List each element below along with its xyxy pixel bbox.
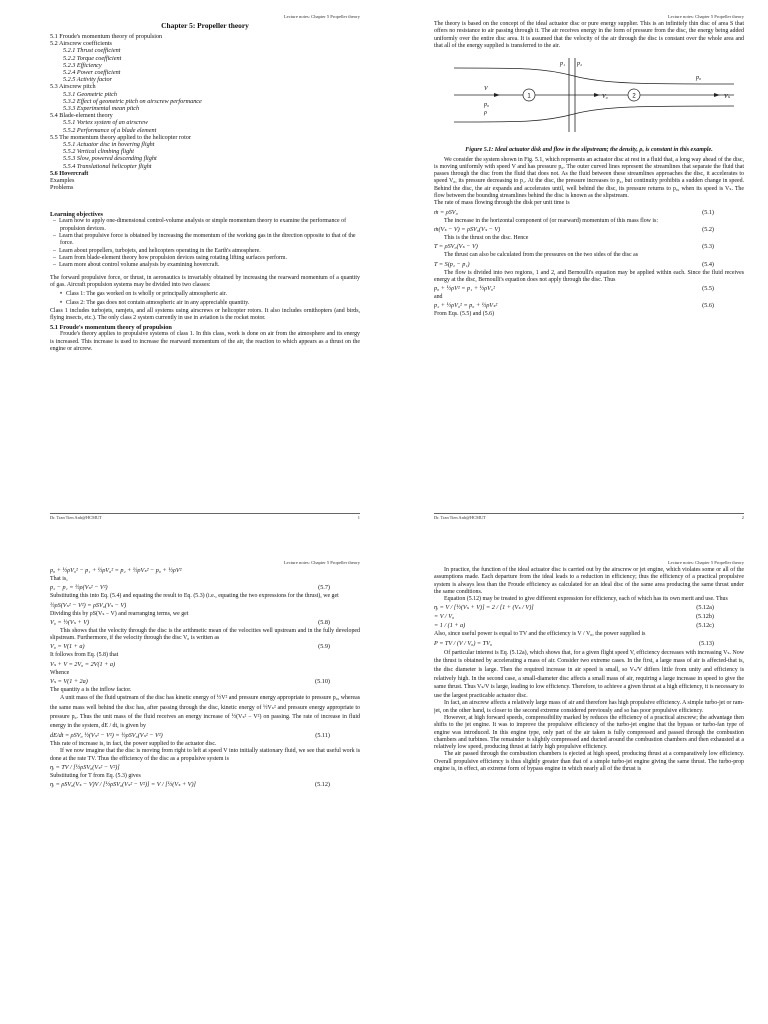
page-number: 2 [741, 515, 744, 520]
paragraph-arithmetic-mean: This shows that the velocity through the disc is the arithmetic mean of the velocities well upstream and in the fully developed slipstream. Furthermore, if the velocity through the disc V₀ is written as [50, 627, 360, 642]
label-v: V [484, 86, 488, 93]
label-v0: V₀ [602, 94, 608, 101]
toc-item: 5.5.1 Actuator disc in hovering flight [63, 141, 155, 149]
figure-caption: Figure 5.1: Ideal actuator disk and flow in the slipstream; the density, ρ, is constant in this example. [465, 147, 713, 154]
paragraph-actuator-disc: The theory is based on the concept of the ideal actuator disc or pure energy supplier. This is an infinitely thin disc of area S that offers no resistance to air passing through it. The air receives energy in the form of pressure from the disc, the energy being added uniformly over the entire disc area. It is assumed that the velocity of the air through the disc is constant over the whole area and that all of the energy supplied is transferred to the air. [434, 21, 744, 49]
toc-item: 5.3.1 Geometric pitch [63, 90, 117, 98]
objective-item: – Learn from blade-element theory how propulsion devices using rotating lifting surfaces perform. [60, 255, 360, 262]
page-4 [434, 560, 744, 1024]
paragraph-useful-power: Also, since useful power is equal to TV and the efficiency is V / V₀, the power supplied is [434, 631, 646, 638]
table-of-contents [50, 33, 360, 191]
toc-item: 5.2.4 Power coefficient [63, 69, 121, 77]
objective-item: – Learn that propulsive force is obtained by increasing the momentum of the working gas in the direction opposite to that of the force. [60, 233, 360, 248]
class-item: ♦ Class 1: The gas worked on is wholly or principally atmospheric air. [68, 289, 360, 298]
paragraph-practice: In practice, the function of the ideal actuator disc is carried out by the airscrew or jet engine, which violates some or all of the assumptions made. Each departure from the ideal leads to a reduction in efficiency; thus the efficiency of a practical propulsive system is always less than the Froude efficiency as calculated for an ideal disc of the same area producing the same thrust under the same conditions. [434, 567, 744, 595]
label-region-1: 1 [527, 93, 531, 100]
equation-5-10: Vₛ = V(1 + 2a) (5.10) [50, 678, 330, 686]
equation-thrust-equal: ½ρS(Vₛ² − V²) = ρSV₀(Vₛ − V) [50, 601, 127, 609]
toc-item: 5.2.2 Torque coefficient [63, 54, 122, 62]
paragraph-high-speed: However, at high forward speeds, compressibility marked by reduces the efficiency of a practical airscrew; the advantage then shifts to the jet engine. It was to improve the propulsive efficiency of the turbo-jet engine that the bypass or turbo-fan type of engine was introduced. In this engine type, only part of the air taken is fully compressed and passed through the combustion chambers and turbines. The remainder is slightly compressed and ducted around the combustion chambers and then exhausted at a relatively low speed, producing thrust at fairly high propulsive efficiency. [434, 714, 744, 751]
objective-item: – Learn about propellers, turbojets, and helicopters operating in the Earth's atmosphere. [60, 248, 360, 255]
page-header: Lecture notes: Chapter 5 Propeller theory [283, 560, 360, 565]
section-paragraph: Froude's theory applies to propulsive systems of class 1. In this class, work is done on air from the atmosphere and its energy is increased. This increase is used to increase the rearward momentum of the air, the reaction to which appears as a thrust on the engine or aircrew. [50, 331, 360, 352]
text-substituting-t: Substituting for T from Eq. (5.3) gives [50, 773, 141, 780]
label-rho: ρ [484, 110, 487, 117]
text-that-is: That is, [50, 576, 68, 582]
equation-5-6: p₂ + ½ρV₀² = p₀ + ½ρVₛ² (5.6) [434, 302, 714, 310]
label-p0-right: p₀ [696, 75, 702, 82]
section-heading: 5.1 Froude's momentum theory of propulsion [50, 324, 172, 332]
footer-author: Dr. Tran Tien Anh@HCMUT [50, 515, 102, 520]
paragraph-combustion: The air passed through the combustion chambers is ejected at high speed, producing thrust at a comparatively low efficiency. Overall propulsive efficiency is thus slightly greater than that of a simple turbo-jet engine giving the same thrust. The turbo-prop engine is, in effect, an extreme form of bypass engine in which nearly all of the thrust is [434, 751, 744, 773]
equation-5-7: p₂ − p₁ = ½ρ(Vₛ² − V²) (5.7) [50, 584, 330, 592]
toc-item: 5.1 Froude's momentum theory of propulsion [50, 33, 163, 40]
page-header: Lecture notes: Chapter 5 Propeller theory [667, 14, 744, 19]
toc-item: 5.5.2 Vertical climbing flight [63, 148, 134, 156]
toc-item: 5.5.4 Translational helicopter flight [63, 162, 152, 170]
equation-5-12b: = V / V₀ (5.12b) [434, 613, 714, 621]
equation-efficiency: ηᵢ = TV / [½ρSV₀(Vₛ² − V²)] [50, 764, 120, 772]
paragraph-airscrew: In fact, an airscrew affects a relatively large mass of air and therefore has high propulsive efficiency. A simple turbo-jet or ram-jet, on the other hand, is closer to the second extreme considered previously and so has poor propulsive efficiency. [434, 700, 744, 714]
paragraph-particular-interest: Of particular interest is Eq. (5.12a), which shows that, for a given flight speed V, efficiency decreases with increasing Vₛ. Now the thrust is obtained by accelerating a mass of air. Consider two extreme cases. In the first, a large mass of air is affected-that is, the disc diameter is large. Then the required increase in air speed is small, so Vₛ/V differs little from unity and efficiency is relatively high. In the second case, a small-diameter disc affects a small mass of air, requiring a large increase in speed to give the same thrust. Thus Vₛ/V is large, leading to low efficiency. Therefore, to achieve a given thrust at a high efficiency, it is necessary to use the largest practicable actuator disc. [434, 649, 744, 699]
toc-item: 5.2.1 Thrust coefficient [63, 47, 121, 55]
toc-item: 5.4 Blade-element theory [50, 112, 113, 120]
paragraph-pressures: The thrust can also be calculated from the pressures on the two sides of the disc as [444, 252, 639, 259]
equation-5-9: V₀ = V(1 + a) (5.9) [50, 643, 330, 651]
toc-item: 5.5.2 Performance of a blade element [63, 126, 157, 134]
toc-item: 5.2.5 Activity factor [63, 76, 113, 84]
paragraph-bernoulli: The flow is divided into two regions, 1 and 2, and Bernoulli's equation may be applied within each. Since the fluid receives energy at the disc, Bernoulli's equation does not apply through the disc. Thus [434, 269, 744, 283]
paragraph-system: We consider the system shown in Fig. 5.1, which represents an actuator disc at rest in a fluid that, a long way ahead of the disc, is moving uniformly with speed V and has pressure p₀. The outer curved lines represent the streamlines that separate the fluid that passes through the disc from the fluid that does not. As the fluid between these streamlines approaches the disc, it accelerates to speed V₀, its pressure decreasing to p₁. At the disc, the pressure increases to p₂, but continuity prohibits a sudden change in speed. Behind the disc, the air expands and accelerates until, well behind the disc, its pressure returns to p₀, when its speed is Vₛ. The flow between the bounding streamlines behind the disc is known as the slipstream. [434, 156, 744, 200]
equation-5-5: p₀ + ½ρV² = p₁ + ½ρV₀² (5.5) [434, 285, 714, 293]
page-header: Lecture notes: Chapter 5 Propeller theory [283, 14, 360, 19]
class-item: ♦ Class 2: The gas does not contain atmospheric air in any appreciable quantity. [68, 298, 360, 307]
paragraph-thrust: This is the thrust on the disc. Hence [444, 234, 529, 241]
toc-item: 5.2 Airscrew coefficients [50, 40, 112, 48]
footer-author: Dr. Tran Tien Anh@HCMUT [434, 515, 486, 520]
paragraph-mass-flow: The rate of mass flowing through the disk per unit time is [434, 200, 570, 207]
toc-item: 5.3.2 Effect of geometric pitch on airscrew performance [63, 97, 202, 105]
page-2 [434, 14, 744, 524]
toc-item: 5.3 Airscrew pitch [50, 83, 96, 91]
paragraph-substituting: Substituting this into Eq. (5.4) and equating the result to Eq. (5.3) (i.e., equating the two expressions for the thrust), we get [50, 593, 339, 600]
paragraph-dividing: Dividing this by ρS(Vₛ − V) and rearranging terms, we get [50, 610, 189, 617]
paragraph-equation-treated: Equation (5.12) may be treated to give different expression for efficiency, each of which has its own merit and use. Thus [444, 596, 728, 603]
equation-5-12: ηᵢ = ρSV₀(Vₛ − V)V / [½ρSV₀(Vₛ² − V²)] = V / [½(Vₛ + V)] (5.12) [50, 781, 330, 789]
label-vs: Vₛ [724, 94, 730, 101]
toc-item: 5.3.3 Experimental mean pitch [63, 105, 140, 113]
page-1 [50, 14, 360, 524]
paragraph-from-eqs: From Eqs. (5.5) and (5.6) [434, 311, 495, 318]
label-region-2: 2 [632, 93, 636, 100]
text-it-follows: It follows from Eq. (5.8) that [50, 652, 119, 659]
paragraph-unit-mass: A unit mass of the fluid upstream of the disc has kinetic energy of ½V² and pressure energy appropriate to pressure p₀, whereas the same mass well behind the disc has, after passing through the disc, kinetic energy of ½Vₛ² and pressure energy appropriate to pressure p₀. Thus the unit mass of the fluid receives an energy increase of ½(Vₛ² − V²) on passing. The rate of increase in fluid energy in the system, dE / dt, is given by [50, 695, 360, 729]
classes-list [50, 289, 360, 308]
text-power-supplied: This rate of increase is, in fact, the power supplied to the actuator disc. [50, 741, 217, 748]
actuator-disc-figure [434, 50, 744, 140]
equation-5-12c: = 1 / (1 + a) (5.12c) [434, 622, 714, 630]
equation-5-13: P = TV / (V / V₀) = TV₀ (5.13) [434, 639, 714, 647]
label-p0: p₀ [484, 102, 490, 109]
toc-item: 5.5.1 Vortex system of an airscrew [63, 119, 148, 127]
class-paragraph: Class 1 includes turbojets, ramjets, and all systems using airscrews or helicopter rotors. It also includes ornithopters (and birds, flying insects, etc.). The only class 2 system currently in use in aviation is the rocket motor. [50, 307, 360, 322]
text-inflow-factor: The quantity a is the inflow factor. [50, 687, 132, 694]
equation-vs-sum: Vₛ + V = 2V₀ = 2V(1 + a) [50, 660, 116, 668]
objective-item: – Learn how to apply one-dimensional control-volume analysis or simple momentum theory to examine the performance of propulsion devices. [60, 218, 360, 233]
equation-5-2: ṁ(Vₛ − V) = ρSV₀(Vₛ − V) (5.2) [434, 225, 714, 233]
toc-item: Examples [50, 177, 75, 185]
toc-item: 5.2.3 Efficiency [63, 61, 102, 69]
intro-paragraph: The forward propulsive force, or thrust, in aeronautics is invariably obtained by increasing the rearward momentum of a quantity of gas. Aircraft propulsion systems may be divided into two classes: [50, 274, 360, 288]
equation-5-8: V₀ = ½(Vₛ + V) (5.8) [50, 618, 330, 626]
label-p1: p₁ [560, 61, 566, 68]
page-header: Lecture notes: Chapter 5 Propeller theory [667, 560, 744, 565]
page-3 [50, 560, 360, 1024]
toc-item: 5.5 The momentum theory applied to the helicopter rotor [50, 133, 191, 141]
word-and: and [434, 294, 443, 301]
label-p2: p₂ [577, 61, 583, 68]
equation-5-4: T = S(p₂ − p₁) (5.4) [434, 260, 714, 268]
equation-5-11: dE/dt = ρSV₀ ½(Vₛ² − V²) = ½ρSV₀(Vₛ² − V²) (5.11) [50, 732, 330, 740]
paragraph-moving-disc: If we now imagine that the disc is moving from right to left at speed V into initially stationary fluid, we see that useful work is done at the rate TV. Thus the efficiency of the disc as a propulsive system is [50, 748, 360, 762]
paragraph-momentum: The increase in the horizontal component of (or rearward) momentum of this mass flow is: [444, 217, 658, 224]
equation-combined: p₀ + ½ρV₀² − p₁ + ½ρV₀² = p₂ + ½ρVₛ² − p₀ + ½ρV² [50, 567, 182, 574]
chapter-title: Chapter 5: Propeller theory [161, 21, 249, 30]
toc-item: Problems [50, 184, 74, 192]
page-footer [434, 513, 744, 520]
objectives-heading: Learning objectives [50, 211, 103, 219]
page-footer [50, 513, 360, 520]
objective-item: – Learn more about control volume analysis by examining hovercraft. [60, 262, 360, 269]
toc-item: 5.6 Hovercraft [50, 169, 89, 177]
objectives-list [50, 218, 360, 269]
equation-5-12a: ηᵢ = V / [½(Vₛ + V)] = 2 / [1 + (Vₛ / V)] (5.12a) [434, 604, 714, 612]
equation-5-1: ṁ = ρSV₀ (5.1) [434, 208, 714, 216]
toc-item: 5.5.3 Slow, powered descending flight [63, 155, 157, 163]
text-whence: Whence [50, 669, 70, 676]
page-number: 1 [357, 515, 360, 520]
equation-5-3: T = ρSV₀(Vₛ − V) (5.3) [434, 243, 714, 251]
